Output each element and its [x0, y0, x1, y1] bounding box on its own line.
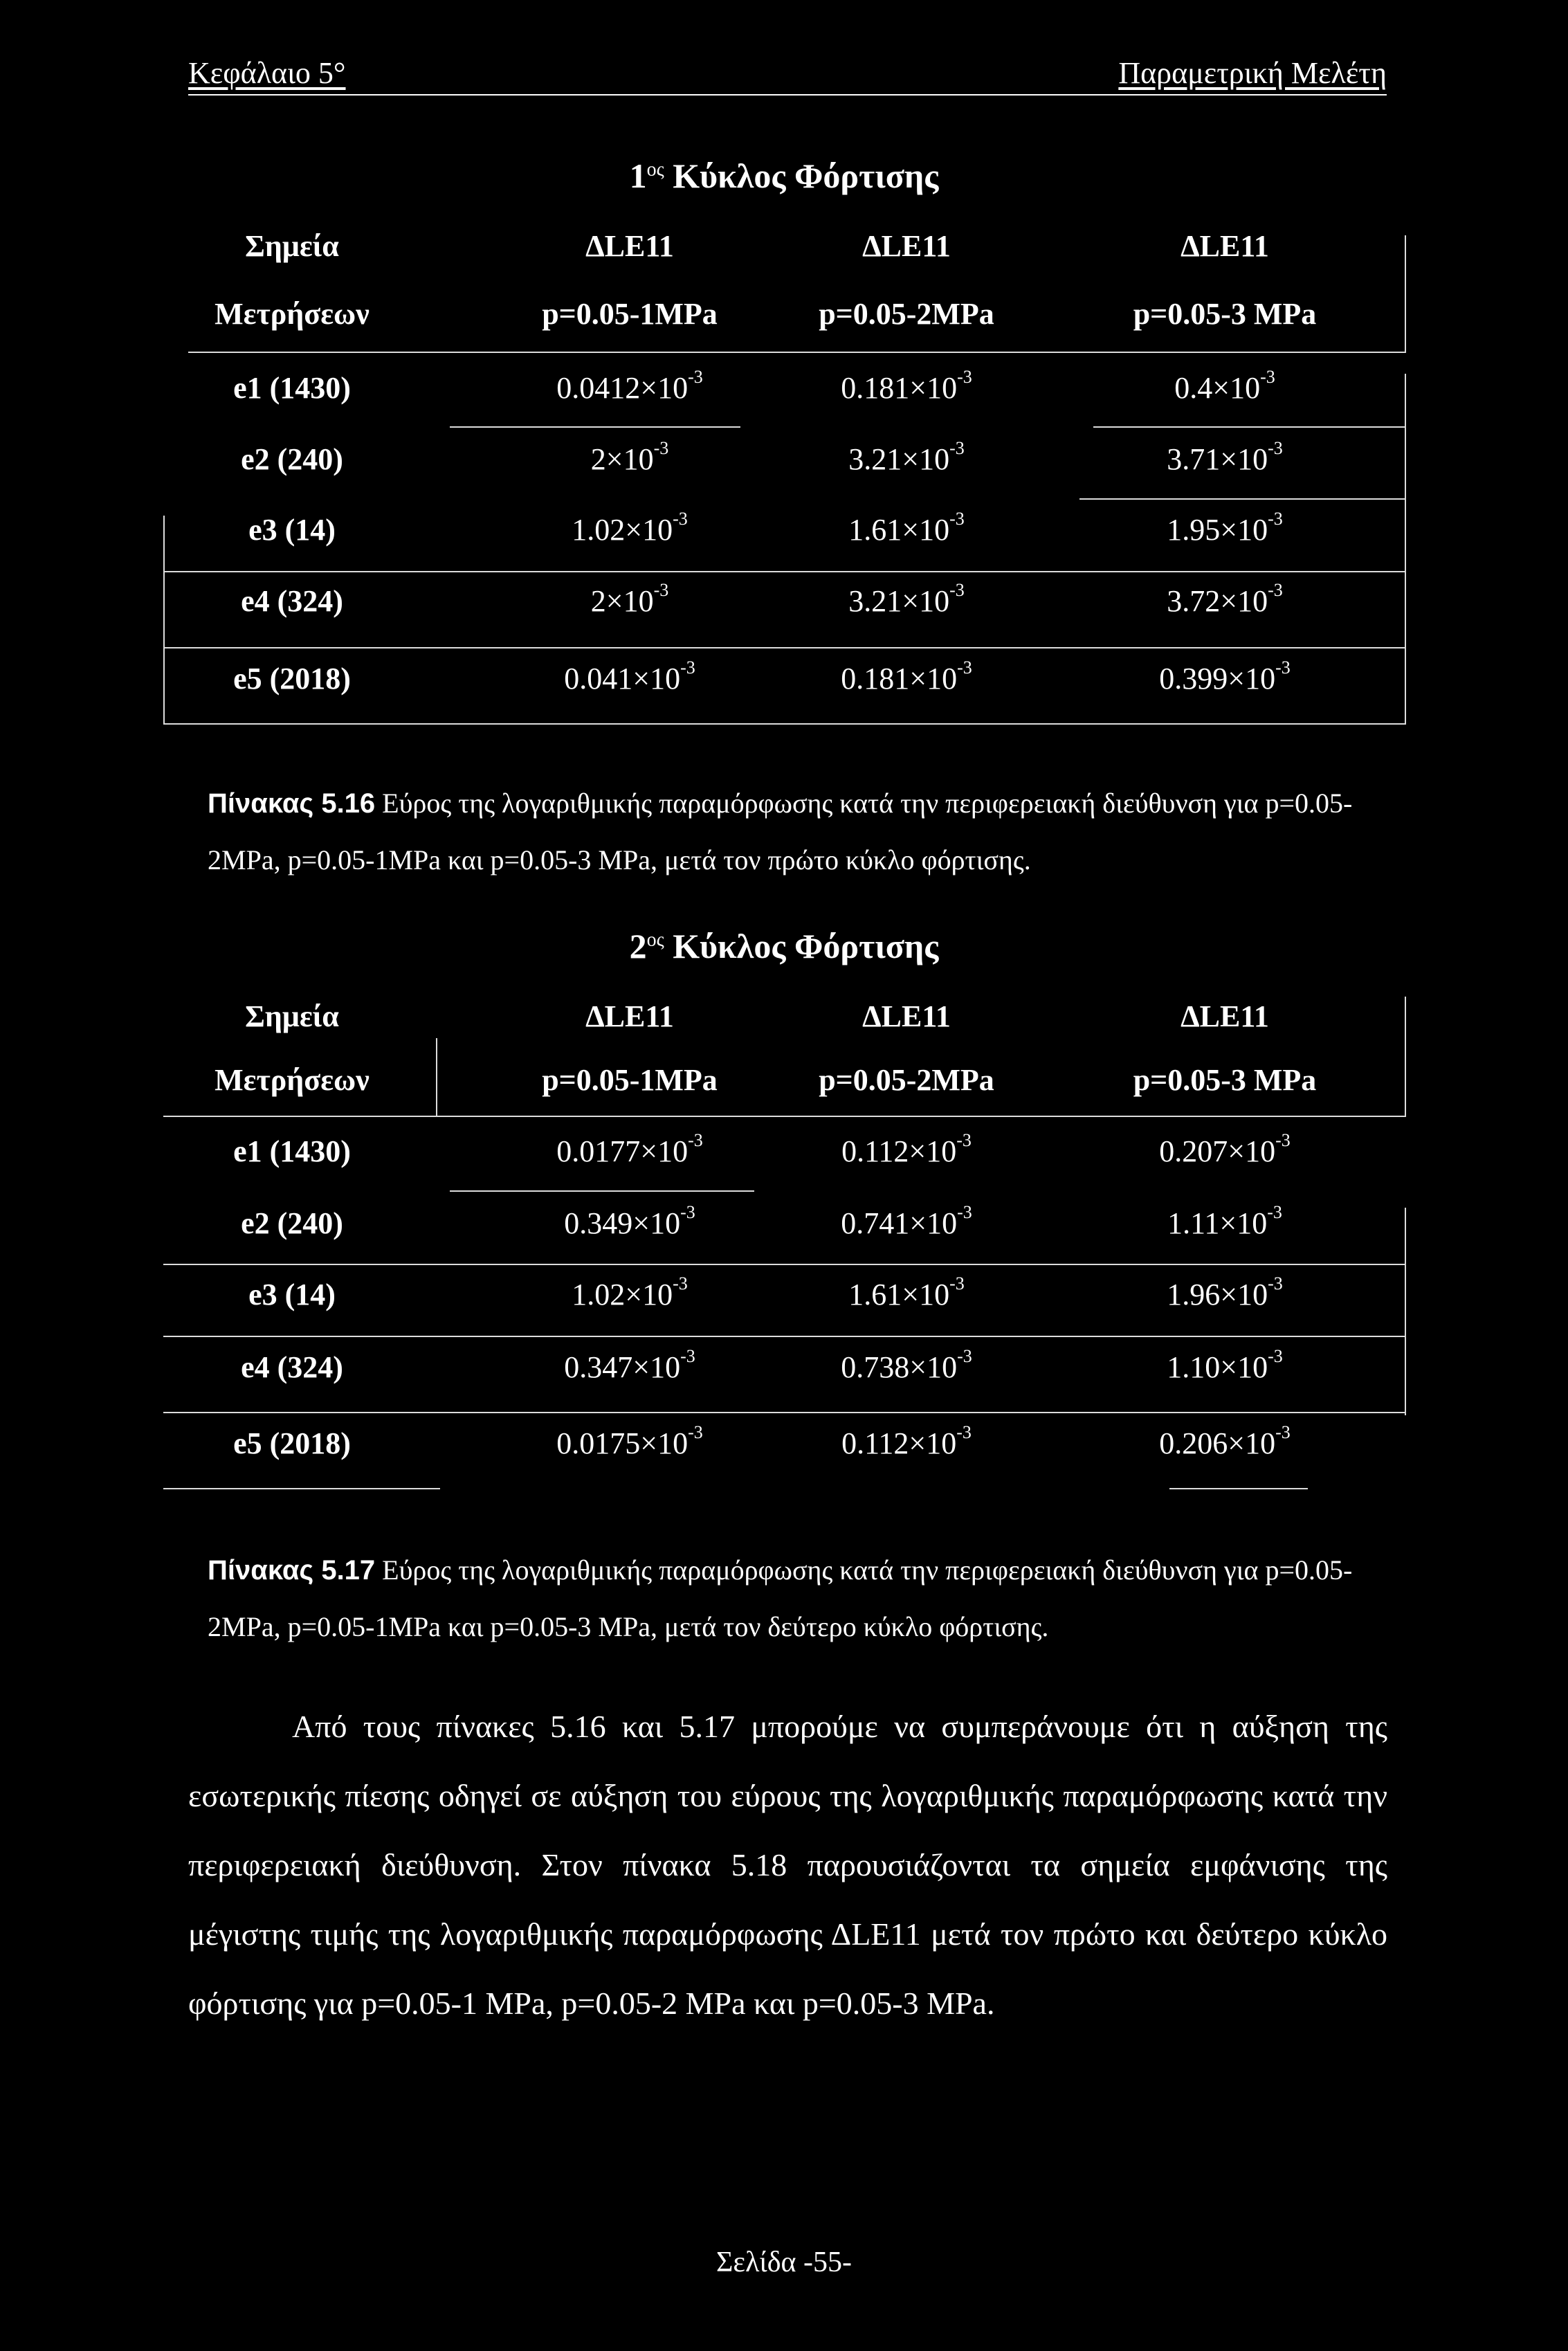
table-1-row-2-v3 [1079, 438, 1370, 477]
table-1-title-suffix: ος [646, 158, 664, 181]
table-1-row-3-point: e3 (14) [248, 513, 336, 547]
value-exponent: -3 [949, 580, 965, 600]
table-2-col-0-header: Σημεία [245, 999, 339, 1033]
value-mantissa: 0.206×10 [1159, 1426, 1276, 1460]
value-exponent: -3 [1268, 1346, 1283, 1366]
table-1-row-3-v1 [484, 509, 775, 547]
table-1-header-rule [188, 352, 1406, 353]
table-2-row-2-v3 [1079, 1202, 1370, 1241]
table-2-caption-label: Πίνακας 5.17 [208, 1555, 376, 1586]
table-1-title-text: Κύκλος Φόρτισης [664, 156, 939, 195]
table-1-caption-text: Εύρος της λογαριθμικής παραμόρφωσης κατά την περιφερειακή διεύθυνση για p=0.05-2MPa, p=0.05-1MPa και p=0.05-3 MPa, μετά τον πρώτο κύκλο φόρτισης. [208, 788, 1353, 875]
table-2-row-2-v2 [761, 1202, 1052, 1241]
table-1-right-border [1405, 374, 1406, 725]
section-title: Παραμετρική Μελέτη [1118, 56, 1387, 90]
value-mantissa: 1.11×10 [1167, 1206, 1268, 1240]
value-exponent: -3 [1268, 1273, 1283, 1293]
table-1-row-rule [163, 647, 1405, 648]
table-2-col-2-subheader: p=0.05-2MPa [819, 1063, 994, 1097]
value-exponent: -3 [673, 509, 688, 529]
body-paragraph: Από τους πίνακες 5.16 και 5.17 μπορούμε να συμπεράνουμε ότι η αύξηση της εσωτερικής πίεσης οδηγεί σε αύξηση του εύρους της λογαριθμικής παραμόρφωσης κατά την περιφερειακή διεύθυνση. Στον πίνακα 5.18 παρουσιάζονται τα σημεία εμφάνισης της μέγιστης τιμής της λογαριθμικής παραμόρφωσης ΔLE11 μετά τον πρώτο και δεύτερο κύκλο φόρτισης για p=0.05-1 MPa, p=0.05-2 MPa και p=0.05-3 MPa. [188, 1709, 1387, 2021]
table-1-right-border [1405, 235, 1406, 353]
table-1-left-border [163, 516, 165, 725]
value-mantissa: 1.95×10 [1167, 513, 1268, 547]
header-divider [188, 94, 1387, 96]
value-exponent: -3 [680, 1346, 695, 1366]
table-2-row-3-v1 [484, 1273, 775, 1312]
value-exponent: -3 [653, 580, 669, 600]
value-mantissa: 3.21×10 [848, 584, 950, 618]
table-1-row-rule [1079, 498, 1405, 500]
table-1-col-0-header: Σημεία [245, 229, 339, 263]
value-exponent: -3 [957, 367, 972, 387]
table-1-row-5-v3 [1079, 657, 1370, 696]
value-exponent: -3 [956, 1130, 972, 1150]
value-mantissa: 3.21×10 [848, 442, 950, 476]
value-mantissa: 0.349×10 [564, 1206, 681, 1240]
table-2-right-border [1405, 1208, 1406, 1415]
table-2-col-0-subheader: Μετρήσεων [215, 1063, 370, 1097]
value-mantissa: 1.02×10 [572, 1278, 673, 1311]
table-1-row-5-v1 [484, 657, 775, 696]
table-2-row-3-v3 [1079, 1273, 1370, 1312]
page-number: Σελίδα -55- [715, 2246, 852, 2278]
value-exponent: -3 [1268, 509, 1283, 529]
table-1-col-3-header: ΔLE11 [1180, 229, 1269, 263]
table-1-row-rule [450, 426, 740, 428]
table-2-row-rule [163, 1264, 1405, 1265]
table-2-col-3-subheader: p=0.05-3 MPa [1133, 1063, 1317, 1097]
value-mantissa: 0.181×10 [841, 662, 958, 696]
table-2-row-4-v1 [484, 1346, 775, 1385]
value-mantissa: 1.61×10 [848, 513, 950, 547]
value-exponent: -3 [1267, 1202, 1282, 1222]
table-1-row-3-v2 [761, 509, 1052, 547]
value-exponent: -3 [680, 1202, 695, 1222]
value-mantissa: 0.112×10 [841, 1426, 957, 1460]
table-2-row-rule [450, 1190, 754, 1192]
value-exponent: -3 [680, 657, 695, 678]
table-2-row-2-point: e2 (240) [241, 1206, 343, 1240]
value-mantissa: 0.347×10 [564, 1350, 681, 1384]
table-1-title-number: 1 [629, 156, 647, 195]
value-mantissa: 0.112×10 [841, 1134, 957, 1168]
table-1-col-1-header: ΔLE11 [585, 229, 674, 263]
table-2-inner-border [436, 1038, 437, 1117]
value-exponent: -3 [1260, 367, 1275, 387]
table-1-row-3-v3 [1079, 509, 1370, 547]
value-mantissa: 0.041×10 [564, 662, 681, 696]
table-2-row-1-v3 [1079, 1130, 1370, 1169]
table-2-col-1-subheader: p=0.05-1MPa [542, 1063, 718, 1097]
value-mantissa: 2×10 [590, 584, 654, 618]
value-mantissa: 3.71×10 [1167, 442, 1268, 476]
value-exponent: -3 [673, 1273, 688, 1293]
value-mantissa: 0.399×10 [1159, 662, 1276, 696]
value-mantissa: 0.741×10 [841, 1206, 958, 1240]
table-2-header-rule [163, 1116, 1405, 1117]
table-2-caption [208, 1542, 1384, 1655]
table-1-title [0, 156, 1568, 196]
value-mantissa: 0.0412×10 [556, 371, 689, 405]
table-1-row-rule [1093, 426, 1405, 428]
table-1-col-2-header: ΔLE11 [862, 229, 951, 263]
table-1-row-4-v3 [1079, 580, 1370, 619]
table-1-row-5-v2 [761, 657, 1052, 696]
table-1-row-2-point: e2 (240) [241, 442, 343, 476]
table-1-row-2-v1 [484, 438, 775, 477]
table-1-row-rule [163, 571, 1405, 572]
value-exponent: -3 [1275, 657, 1291, 678]
table-1-caption [208, 775, 1384, 889]
value-exponent: -3 [653, 438, 669, 458]
table-1-caption-label: Πίνακας 5.16 [208, 788, 376, 819]
table-2-col-2-header: ΔLE11 [862, 999, 951, 1033]
table-2-bottom-rule [163, 1488, 440, 1489]
value-exponent: -3 [949, 509, 965, 529]
value-mantissa: 2×10 [590, 442, 654, 476]
table-2-row-4-point: e4 (324) [241, 1350, 343, 1384]
table-2-col-3-header: ΔLE11 [1180, 999, 1269, 1033]
table-2-row-5-point: e5 (2018) [233, 1426, 351, 1460]
table-1-row-4-v1 [484, 580, 775, 619]
table-2-right-border [1405, 997, 1406, 1117]
value-mantissa: 1.10×10 [1167, 1350, 1268, 1384]
value-exponent: -3 [957, 1202, 972, 1222]
value-mantissa: 0.4×10 [1174, 371, 1261, 405]
table-1-row-4-point: e4 (324) [241, 584, 343, 618]
table-2-row-5-v3 [1079, 1422, 1370, 1461]
table-1-row-2-v2 [761, 438, 1052, 477]
table-2-row-1-v2 [761, 1130, 1052, 1169]
value-mantissa: 1.02×10 [572, 513, 673, 547]
value-exponent: -3 [1275, 1130, 1291, 1150]
value-mantissa: 0.0177×10 [556, 1134, 689, 1168]
table-1-row-1-v3 [1079, 367, 1370, 406]
table-1-col-3-subheader: p=0.05-3 MPa [1133, 297, 1317, 331]
table-1-col-2-subheader: p=0.05-2MPa [819, 297, 994, 331]
value-mantissa: 1.96×10 [1167, 1278, 1268, 1311]
value-exponent: -3 [957, 1346, 972, 1366]
table-2-title [0, 926, 1568, 966]
table-2-row-4-v2 [761, 1346, 1052, 1385]
value-exponent: -3 [949, 438, 965, 458]
table-2-row-1-point: e1 (1430) [233, 1134, 351, 1168]
table-2-row-4-v3 [1079, 1346, 1370, 1385]
table-1-row-4-v2 [761, 580, 1052, 619]
table-1-col-1-subheader: p=0.05-1MPa [542, 297, 718, 331]
table-2-col-1-header: ΔLE11 [585, 999, 674, 1033]
value-exponent: -3 [1275, 1422, 1291, 1442]
table-2-row-5-v2 [761, 1422, 1052, 1461]
value-mantissa: 1.61×10 [848, 1278, 950, 1311]
table-1-row-1-point: e1 (1430) [233, 371, 351, 405]
table-2-row-rule [163, 1412, 1405, 1413]
table-1-row-1-v1 [484, 367, 775, 406]
table-1-col-0-subheader: Μετρήσεων [215, 297, 370, 331]
table-2-row-3-point: e3 (14) [248, 1278, 336, 1311]
table-2-title-text: Κύκλος Φόρτισης [664, 927, 939, 965]
value-exponent: -3 [688, 367, 703, 387]
table-2-row-2-v1 [484, 1202, 775, 1241]
value-exponent: -3 [1268, 438, 1283, 458]
table-2-row-1-v1 [484, 1130, 775, 1169]
value-exponent: -3 [957, 657, 972, 678]
table-1-bottom-rule [163, 723, 1405, 725]
value-exponent: -3 [1268, 580, 1283, 600]
value-mantissa: 0.207×10 [1159, 1134, 1276, 1168]
table-1-row-5-point: e5 (2018) [233, 662, 351, 696]
table-2-caption-text: Εύρος της λογαριθμικής παραμόρφωσης κατά την περιφερειακή διεύθυνση για p=0.05-2MPa, p=0.05-1MPa και p=0.05-3 MPa, μετά τον δεύτερο κύκλο φόρτισης. [208, 1554, 1353, 1642]
value-mantissa: 0.181×10 [841, 371, 958, 405]
value-exponent: -3 [688, 1422, 703, 1442]
value-mantissa: 0.738×10 [841, 1350, 958, 1384]
table-2-title-suffix: ος [646, 929, 664, 951]
value-exponent: -3 [688, 1130, 703, 1150]
table-2-row-5-v1 [484, 1422, 775, 1461]
table-2-row-3-v2 [761, 1273, 1052, 1312]
value-mantissa: 3.72×10 [1167, 584, 1268, 618]
table-2-bottom-rule [1169, 1488, 1308, 1489]
table-2-row-rule [163, 1336, 1405, 1337]
table-1-row-1-v2 [761, 367, 1052, 406]
table-2-title-number: 2 [629, 927, 647, 965]
value-exponent: -3 [949, 1273, 965, 1293]
chapter-label: Κεφάλαιο 5° [188, 56, 346, 90]
value-exponent: -3 [956, 1422, 972, 1442]
value-mantissa: 0.0175×10 [556, 1426, 689, 1460]
